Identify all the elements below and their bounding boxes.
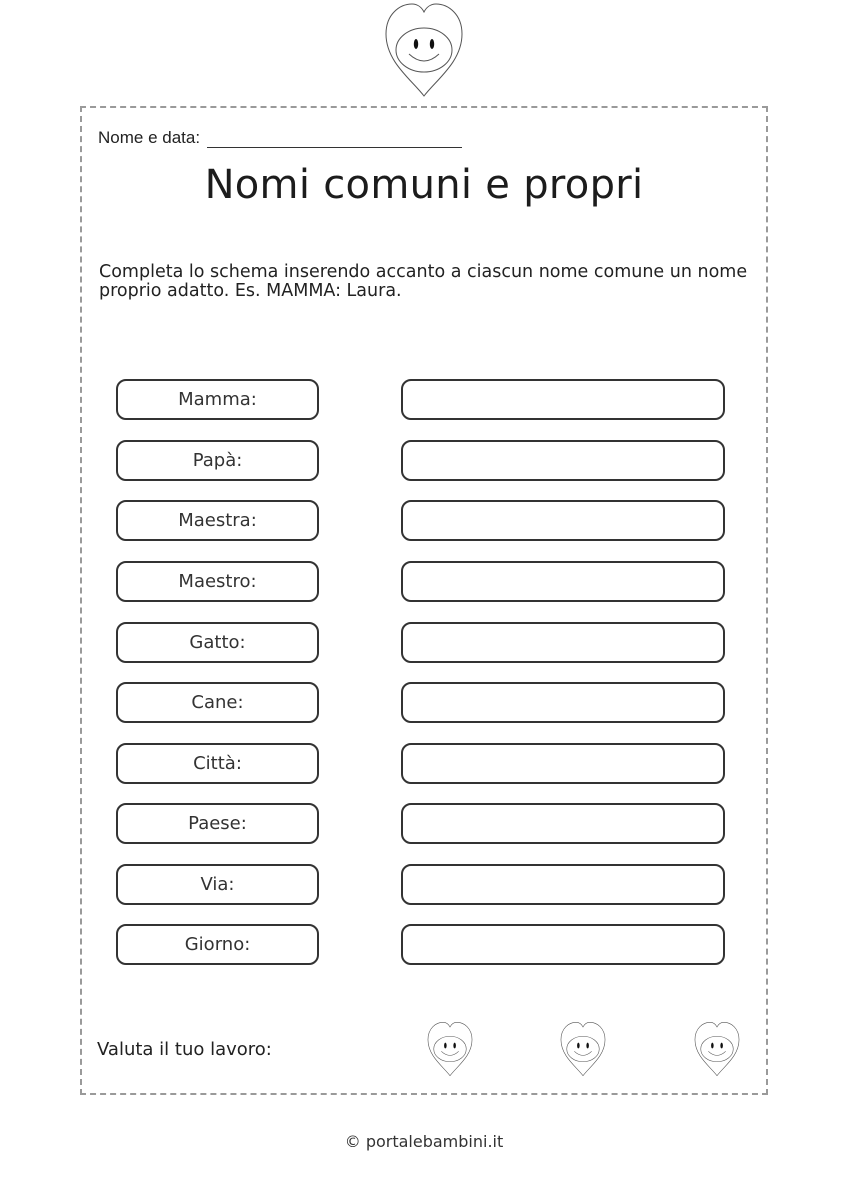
answer-input-giorno[interactable] bbox=[401, 924, 725, 965]
answer-input-gatto[interactable] bbox=[401, 622, 725, 663]
instructions-text: Completa lo schema inserendo accanto a ciascun nome comune un nome proprio adatto. Es. MAMMA: Laura. bbox=[99, 262, 748, 301]
row-label-mamma: Mamma: bbox=[116, 379, 319, 420]
answer-input-maestro[interactable] bbox=[401, 561, 725, 602]
row-label-paese: Paese: bbox=[116, 803, 319, 844]
row-label-maestro: Maestro: bbox=[116, 561, 319, 602]
row-label-via: Via: bbox=[116, 864, 319, 905]
answer-input-cane[interactable] bbox=[401, 682, 725, 723]
name-date-label: Nome e data: bbox=[98, 128, 201, 147]
row-label-gatto: Gatto: bbox=[116, 622, 319, 663]
row-label-citta: Città: bbox=[116, 743, 319, 784]
rating-smiley-heart-icon-2[interactable] bbox=[555, 1020, 611, 1078]
rating-smiley-heart-icon-3[interactable] bbox=[689, 1020, 745, 1078]
copyright-footer: © portalebambini.it bbox=[344, 1132, 504, 1151]
answer-input-mamma[interactable] bbox=[401, 379, 725, 420]
smiley-heart-icon bbox=[382, 0, 466, 100]
row-label-cane: Cane: bbox=[116, 682, 319, 723]
row-label-papa: Papà: bbox=[116, 440, 319, 481]
answer-input-papa[interactable] bbox=[401, 440, 725, 481]
answer-input-citta[interactable] bbox=[401, 743, 725, 784]
row-label-maestra: Maestra: bbox=[116, 500, 319, 541]
answer-input-via[interactable] bbox=[401, 864, 725, 905]
name-date-blank-line[interactable] bbox=[207, 129, 462, 148]
page-title: Nomi comuni e propri bbox=[204, 162, 644, 208]
row-label-giorno: Giorno: bbox=[116, 924, 319, 965]
name-date-field bbox=[98, 128, 462, 148]
answer-input-maestra[interactable] bbox=[401, 500, 725, 541]
answer-input-paese[interactable] bbox=[401, 803, 725, 844]
rating-label: Valuta il tuo lavoro: bbox=[97, 1039, 272, 1060]
rating-smiley-heart-icon-1[interactable] bbox=[422, 1020, 478, 1078]
